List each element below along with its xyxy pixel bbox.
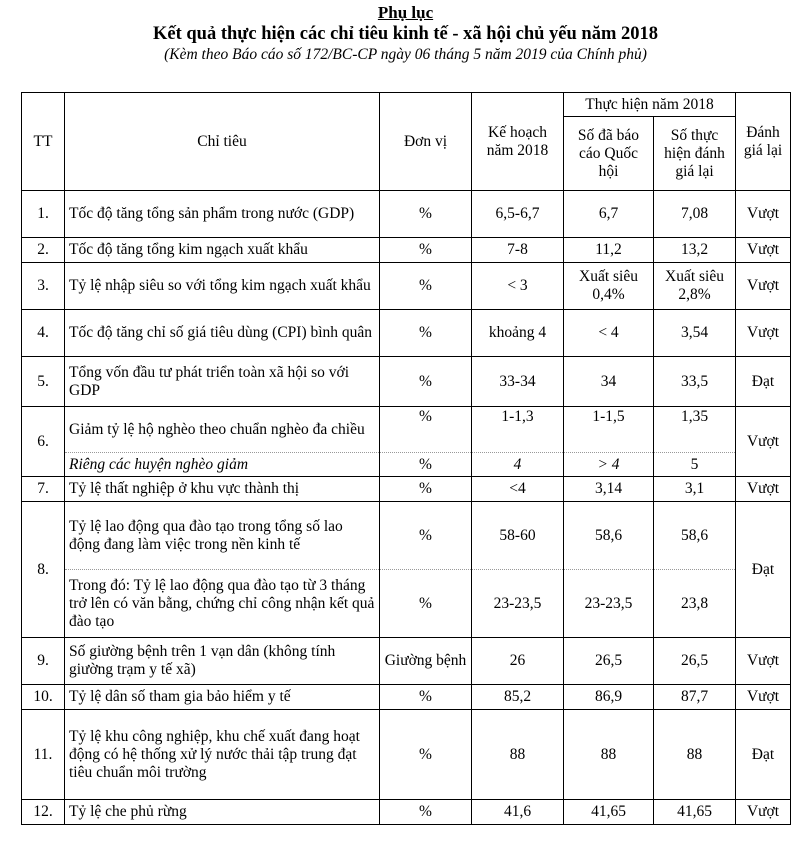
row-plan: 7-8: [472, 238, 564, 263]
row-reassessed: 33,5: [654, 357, 736, 407]
row-evaluation: Đạt: [736, 502, 791, 638]
row-tt: 11.: [22, 710, 65, 800]
row-plan: khoảng 4: [472, 310, 564, 357]
row-plan: 85,2: [472, 685, 564, 710]
row-reported: 86,9: [564, 685, 654, 710]
row-evaluation: Vượt: [736, 407, 791, 477]
row-unit: %: [380, 502, 472, 570]
row-indicator: Giảm tỷ lệ hộ nghèo theo chuẩn nghèo đa chiều: [65, 407, 380, 453]
col-header-reassessed: Số thực hiện đánh giá lại: [654, 117, 736, 191]
row-evaluation: Vượt: [736, 477, 791, 502]
row-evaluation: Vượt: [736, 263, 791, 310]
row-reported: 3,14: [564, 477, 654, 502]
row-evaluation: Vượt: [736, 638, 791, 685]
row-plan: 6,5-6,7: [472, 191, 564, 238]
indicator-table: [21, 92, 791, 825]
subrow-unit: %: [380, 453, 472, 477]
row-tt: 5.: [22, 357, 65, 407]
col-header-tt: TT: [22, 93, 65, 191]
row-tt: 4.: [22, 310, 65, 357]
table-row: [22, 502, 791, 570]
row-indicator: Số giường bệnh trên 1 vạn dân (không tính giường trạm y tế xã): [65, 638, 380, 685]
row-indicator: Tốc độ tăng tổng kim ngạch xuất khẩu: [65, 238, 380, 263]
table-row: [22, 407, 791, 453]
table-row: [22, 357, 791, 407]
row-evaluation: Vượt: [736, 310, 791, 357]
table-row: [22, 477, 791, 502]
row-indicator: Tỷ lệ thất nghiệp ở khu vực thành thị: [65, 477, 380, 502]
subrow-indicator: Trong đó: Tỷ lệ lao động qua đào tạo từ 3 tháng trở lên có văn bằng, chứng chỉ công nhận kết quả đào tạo: [65, 570, 380, 638]
row-tt: 2.: [22, 238, 65, 263]
row-tt: 8.: [22, 502, 65, 638]
table-row: [22, 685, 791, 710]
subrow-reported: 23-23,5: [564, 570, 654, 638]
row-reassessed: 87,7: [654, 685, 736, 710]
row-plan: 26: [472, 638, 564, 685]
table-row: [22, 263, 791, 310]
row-plan: < 3: [472, 263, 564, 310]
row-reassessed: Xuất siêu 2,8%: [654, 263, 736, 310]
row-reassessed: 88: [654, 710, 736, 800]
table-row: [22, 238, 791, 263]
row-reported: 34: [564, 357, 654, 407]
row-tt: 3.: [22, 263, 65, 310]
table-subrow: [22, 570, 791, 638]
row-indicator: Tỷ lệ khu công nghiệp, khu chế xuất đang hoạt động có hệ thống xử lý nước thải tập trung đạt tiêu chuẩn môi trường: [65, 710, 380, 800]
subrow-indicator: Riêng các huyện nghèo giảm: [65, 453, 380, 477]
row-unit: %: [380, 357, 472, 407]
row-reassessed: 3,54: [654, 310, 736, 357]
subrow-reassessed: 23,8: [654, 570, 736, 638]
row-reassessed: 41,65: [654, 800, 736, 825]
row-reassessed: 1,35: [654, 407, 736, 453]
col-header-plan: Kế hoạch năm 2018: [472, 93, 564, 191]
row-reported: 58,6: [564, 502, 654, 570]
table-row: [22, 191, 791, 238]
row-reported: 26,5: [564, 638, 654, 685]
row-reported: 11,2: [564, 238, 654, 263]
row-indicator: Tỷ lệ dân số tham gia bảo hiểm y tế: [65, 685, 380, 710]
col-header-unit: Đơn vị: [380, 93, 472, 191]
row-plan: 88: [472, 710, 564, 800]
row-unit: %: [380, 191, 472, 238]
subrow-plan: 4: [472, 453, 564, 477]
row-reported: 6,7: [564, 191, 654, 238]
row-plan: 58-60: [472, 502, 564, 570]
row-evaluation: Vượt: [736, 800, 791, 825]
row-plan: 33-34: [472, 357, 564, 407]
subrow-plan: 23-23,5: [472, 570, 564, 638]
col-header-evaluation: Đánh giá lại: [736, 93, 791, 191]
col-header-indicator: Chỉ tiêu: [65, 93, 380, 191]
row-reassessed: 13,2: [654, 238, 736, 263]
row-tt: 9.: [22, 638, 65, 685]
subrow-reassessed: 5: [654, 453, 736, 477]
row-reported: Xuất siêu 0,4%: [564, 263, 654, 310]
row-indicator: Tỷ lệ che phủ rừng: [65, 800, 380, 825]
row-reassessed: 26,5: [654, 638, 736, 685]
row-unit: %: [380, 710, 472, 800]
table-row: [22, 638, 791, 685]
table-row: [22, 710, 791, 800]
row-indicator: Tỷ lệ lao động qua đào tạo trong tổng số lao động đang làm việc trong nền kinh tế: [65, 502, 380, 570]
table-subrow: [22, 453, 791, 477]
appendix-label: Phụ lục: [377, 3, 434, 22]
table-row: [22, 310, 791, 357]
col-header-reported: Số đã báo cáo Quốc hội: [564, 117, 654, 191]
row-indicator: Tốc độ tăng chỉ số giá tiêu dùng (CPI) bình quân: [65, 310, 380, 357]
table-row: [22, 800, 791, 825]
row-tt: 10.: [22, 685, 65, 710]
row-unit: %: [380, 310, 472, 357]
row-reported: < 4: [564, 310, 654, 357]
subrow-reported: > 4: [564, 453, 654, 477]
row-evaluation: Đạt: [736, 357, 791, 407]
row-unit: %: [380, 263, 472, 310]
document-header: [0, 0, 811, 64]
row-plan: 41,6: [472, 800, 564, 825]
row-unit: %: [380, 800, 472, 825]
document-title: Kết quả thực hiện các chỉ tiêu kinh tế - xã hội chủ yếu năm 2018: [153, 24, 658, 44]
row-evaluation: Vượt: [736, 191, 791, 238]
row-reported: 41,65: [564, 800, 654, 825]
row-evaluation: Vượt: [736, 685, 791, 710]
row-tt: 7.: [22, 477, 65, 502]
row-tt: 12.: [22, 800, 65, 825]
row-evaluation: Đạt: [736, 710, 791, 800]
row-unit: Giường bệnh: [380, 638, 472, 685]
row-reassessed: 3,1: [654, 477, 736, 502]
subrow-unit: %: [380, 570, 472, 638]
row-unit: %: [380, 238, 472, 263]
row-plan: <4: [472, 477, 564, 502]
col-header-actual-group: Thực hiện năm 2018: [564, 93, 736, 117]
row-reassessed: 58,6: [654, 502, 736, 570]
row-tt: 1.: [22, 191, 65, 238]
row-unit: %: [380, 685, 472, 710]
document-subtitle: (Kèm theo Báo cáo số 172/BC-CP ngày 06 tháng 5 năm 2019 của Chính phủ): [164, 46, 647, 63]
row-reported: 88: [564, 710, 654, 800]
row-indicator: Tỷ lệ nhập siêu so với tổng kim ngạch xuất khẩu: [65, 263, 380, 310]
row-indicator: Tốc độ tăng tổng sản phẩm trong nước (GDP): [65, 191, 380, 238]
row-unit: %: [380, 477, 472, 502]
row-reassessed: 7,08: [654, 191, 736, 238]
row-indicator: Tổng vốn đầu tư phát triển toàn xã hội so với GDP: [65, 357, 380, 407]
row-plan: 1-1,3: [472, 407, 564, 453]
row-evaluation: Vượt: [736, 238, 791, 263]
row-reported: 1-1,5: [564, 407, 654, 453]
row-unit: %: [380, 407, 472, 453]
row-tt: 6.: [22, 407, 65, 477]
